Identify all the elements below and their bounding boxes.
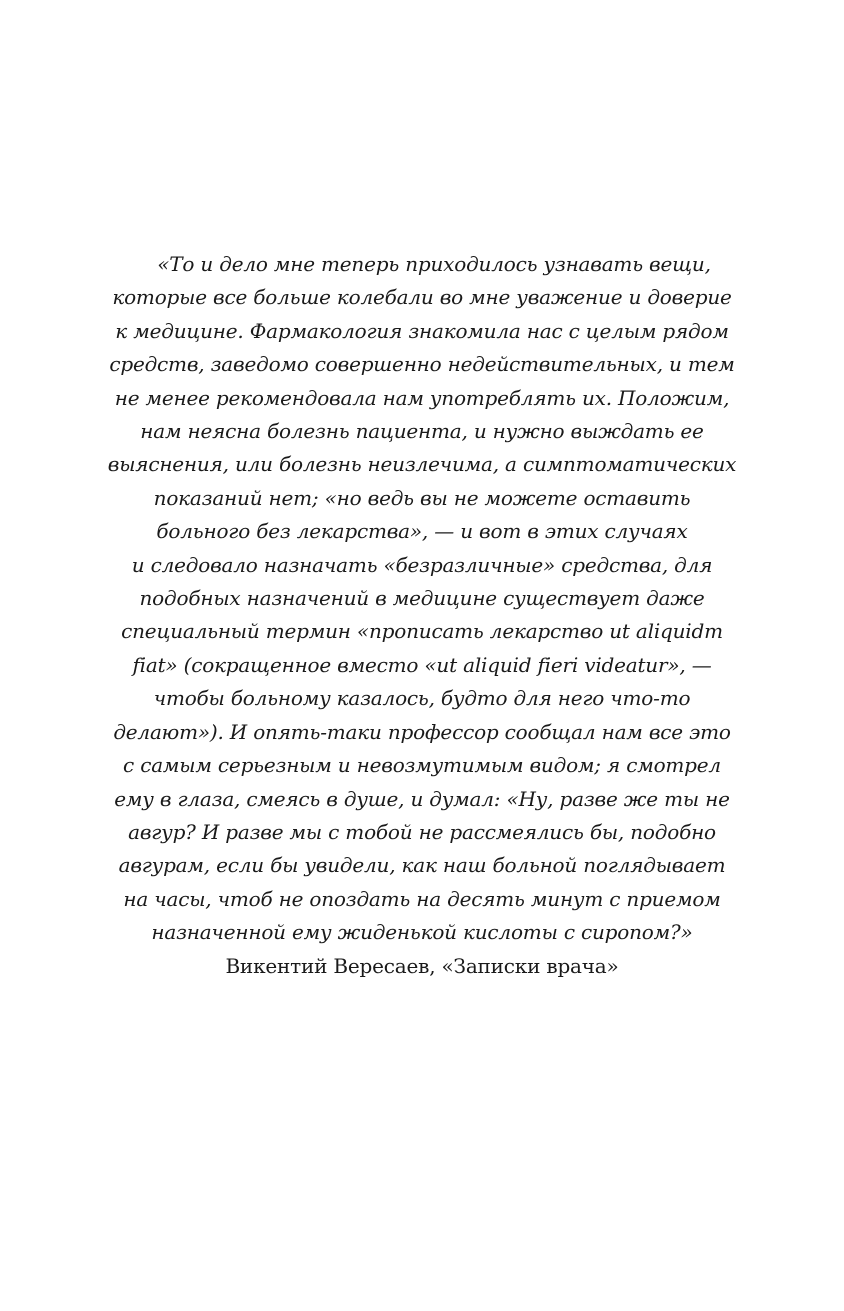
quote-line: авгур? И разве мы с тобой не рассмеялись бы, подобно xyxy=(128,819,716,844)
quote-line: назначенной ему жиденькой кислоты с сиропом?» xyxy=(151,920,693,945)
quote-line: «То и дело мне теперь приходилось узнавать вещи, xyxy=(157,252,711,276)
quote-line: делают»). И опять-таки профессор сообщал нам все это xyxy=(113,719,731,744)
quote-line: с самым серьезным и невозмутимым видом; я смотрел xyxy=(123,753,721,778)
epigraph xyxy=(60,248,784,983)
quote-line: больного без лекарства», — и вот в этих случаях xyxy=(156,519,688,544)
quote-line: fiat» (сокращенное вместо «ut aliquid fieri videatur», — xyxy=(132,652,712,677)
quote-line: средств, заведомо совершенно недействительных, и тем xyxy=(109,352,735,377)
quote-line: специальный термин «прописать лекарство ut aliquidm xyxy=(121,619,723,644)
quote-line: показаний нет; «но ведь вы не можете оставить xyxy=(153,485,691,510)
attribution: Викентий Вересаев, «Записки врача» xyxy=(225,953,619,978)
quote-line: к медицине. Фармакология знакомила нас с целым рядом xyxy=(115,318,729,343)
quote-line: ему в глаза, смеясь в душе, и думал: «Ну, разве же ты не xyxy=(114,786,730,811)
quote-line: не менее рекомендовала нам употреблять их. Положим, xyxy=(114,385,730,410)
quote-line: чтобы больному казалось, будто для него что-то xyxy=(153,686,691,711)
quote-line: нам неясна болезнь пациента, и нужно выждать ее xyxy=(140,419,704,444)
quote-line: авгурам, если бы увидели, как наш больной поглядывает xyxy=(118,853,726,878)
quote-line: подобных назначений в медицине существует даже xyxy=(139,586,705,611)
quote-line: на часы, чтоб не опоздать на десять минут с приемом xyxy=(123,886,721,911)
quote-line: выяснения, или болезнь неизлечима, а симптоматических xyxy=(107,452,737,477)
quote-line: и следовало назначать «безразличные» средства, для xyxy=(131,552,713,577)
quote-line: которые все больше колебали во мне уважение и доверие xyxy=(112,285,732,310)
